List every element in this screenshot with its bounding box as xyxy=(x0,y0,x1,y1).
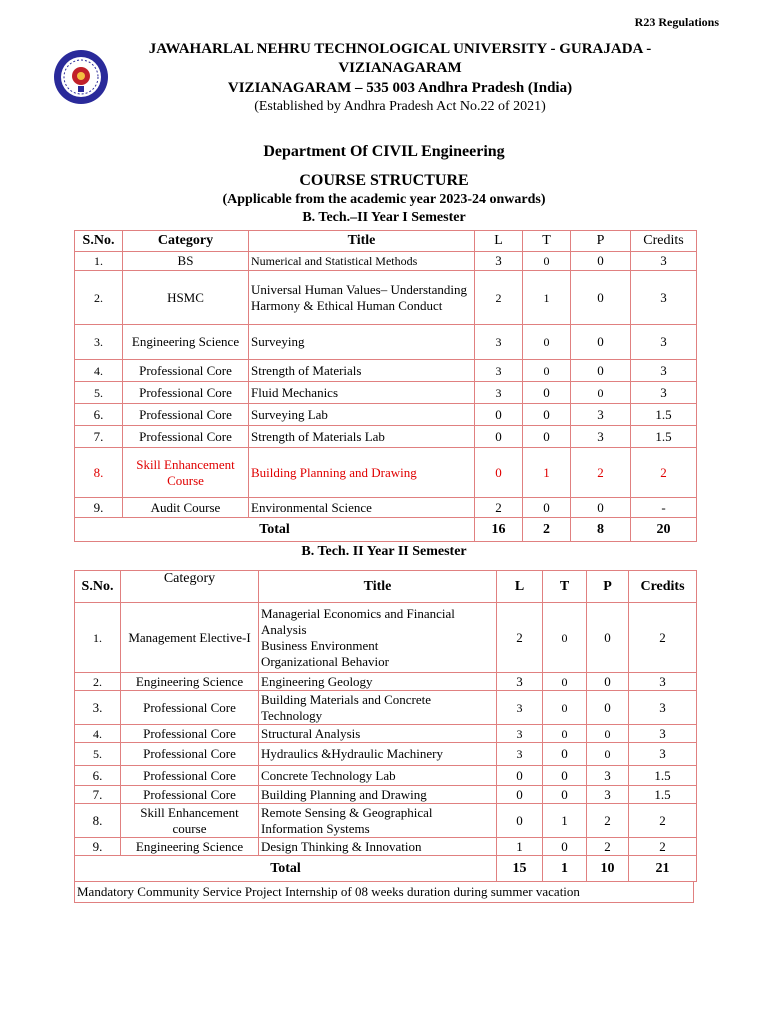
cell-t: 0 xyxy=(523,382,571,404)
semester2-heading: B. Tech. II Year II Semester xyxy=(301,544,467,559)
table-row xyxy=(75,404,697,426)
table-row xyxy=(75,786,697,804)
university-logo xyxy=(52,48,110,106)
col-t: T xyxy=(523,231,571,252)
col-sno: S.No. xyxy=(75,231,123,252)
cell-p: 0 xyxy=(587,725,629,743)
cell-credits: 3 xyxy=(629,725,697,743)
cell-l: 3 xyxy=(475,382,523,404)
table-row xyxy=(75,766,697,786)
cell-credits: 2 xyxy=(629,838,697,856)
total-label: Total xyxy=(75,518,475,542)
col-category: Category xyxy=(123,231,249,252)
cell-title: Remote Sensing & Geographical Information Systems xyxy=(259,804,497,838)
cell-t: 0 xyxy=(523,325,571,360)
cell-sno: 6. xyxy=(75,404,123,426)
cell-sno: 9. xyxy=(75,498,123,518)
cell-credits: 1.5 xyxy=(629,766,697,786)
cell-credits: 1.5 xyxy=(629,786,697,804)
cell-category: Skill Enhancement course xyxy=(121,804,259,838)
total-l: 15 xyxy=(497,856,543,882)
table-row xyxy=(75,382,697,404)
cell-title: Surveying xyxy=(249,325,475,360)
course-structure-title: COURSE STRUCTURE xyxy=(299,172,469,189)
cell-t: 0 xyxy=(543,725,587,743)
cell-title: Building Planning and Drawing xyxy=(249,448,475,498)
total-p: 8 xyxy=(571,518,631,542)
title-line: Organizational Behavior xyxy=(261,653,389,669)
cell-title: Surveying Lab xyxy=(249,404,475,426)
cell-l: 3 xyxy=(497,691,543,725)
cell-category: Engineering Science xyxy=(123,325,249,360)
cell-p: 0 xyxy=(571,382,631,404)
cell-sno: 7. xyxy=(75,426,123,448)
cell-p: 0 xyxy=(587,743,629,766)
cell-category: Management Elective-I xyxy=(121,603,259,673)
cell-t: 0 xyxy=(523,426,571,448)
table-row xyxy=(75,498,697,518)
department-title: Department Of CIVIL Engineering xyxy=(263,143,505,160)
cell-sno: 8. xyxy=(75,804,121,838)
cell-l: 3 xyxy=(497,673,543,691)
cell-category: Professional Core xyxy=(123,360,249,382)
total-row xyxy=(75,518,697,542)
cell-title: Design Thinking & Innovation xyxy=(259,838,497,856)
total-credits: 21 xyxy=(629,856,697,882)
table-row xyxy=(75,691,697,725)
cell-sno: 7. xyxy=(75,786,121,804)
cell-t: 0 xyxy=(543,838,587,856)
cell-title: Numerical and Statistical Methods xyxy=(249,252,475,271)
cell-category: BS xyxy=(123,252,249,271)
cell-t: 0 xyxy=(543,766,587,786)
semester1-table xyxy=(74,230,697,542)
table-row-highlighted xyxy=(75,448,697,498)
cell-p: 0 xyxy=(571,325,631,360)
col-credits: Credits xyxy=(631,231,697,252)
cell-credits: 3 xyxy=(631,271,697,325)
cell-sno: 4. xyxy=(75,360,123,382)
cell-credits: 3 xyxy=(631,325,697,360)
cell-l: 0 xyxy=(497,786,543,804)
cell-category: Professional Core xyxy=(123,382,249,404)
total-l: 16 xyxy=(475,518,523,542)
cell-sno: 4. xyxy=(75,725,121,743)
cell-t: 0 xyxy=(523,360,571,382)
cell-title: Environmental Science xyxy=(249,498,475,518)
cell-p: 0 xyxy=(571,360,631,382)
cell-t: 0 xyxy=(543,743,587,766)
table-row xyxy=(75,360,697,382)
col-sno: S.No. xyxy=(75,571,121,603)
cell-l: 0 xyxy=(475,426,523,448)
cell-l: 1 xyxy=(497,838,543,856)
table-row xyxy=(75,725,697,743)
title-line: Business Environment xyxy=(261,637,379,653)
cell-p: 2 xyxy=(587,838,629,856)
cell-p: 0 xyxy=(571,271,631,325)
col-l: L xyxy=(497,571,543,603)
cell-title: Structural Analysis xyxy=(259,725,497,743)
cell-category: Professional Core xyxy=(121,766,259,786)
col-title: Title xyxy=(259,571,497,603)
total-label: Total xyxy=(75,856,497,882)
cell-t: 1 xyxy=(523,271,571,325)
cell-sno: 9. xyxy=(75,838,121,856)
cell-category: Professional Core xyxy=(121,725,259,743)
cell-p: 0 xyxy=(571,498,631,518)
cell-l: 2 xyxy=(497,603,543,673)
semester1-heading: B. Tech.–II Year I Semester xyxy=(302,210,466,225)
cell-t: 0 xyxy=(523,404,571,426)
cell-sno: 2. xyxy=(75,673,121,691)
cell-p: 0 xyxy=(587,691,629,725)
table-row xyxy=(75,271,697,325)
cell-title: Concrete Technology Lab xyxy=(259,766,497,786)
cell-p: 0 xyxy=(571,252,631,271)
cell-sno: 6. xyxy=(75,766,121,786)
cell-category: Engineering Science xyxy=(121,673,259,691)
cell-category: Professional Core xyxy=(121,691,259,725)
cell-p: 3 xyxy=(587,766,629,786)
semester1-header-row xyxy=(75,231,697,252)
cell-p: 3 xyxy=(587,786,629,804)
cell-t: 1 xyxy=(543,804,587,838)
applicable-note: (Applicable from the academic year 2023-24 onwards) xyxy=(222,192,546,207)
table-row xyxy=(75,603,697,673)
cell-t: 0 xyxy=(543,786,587,804)
cell-title: Universal Human Values– Understanding Harmony & Ethical Human Conduct xyxy=(249,271,475,325)
cell-credits: 2 xyxy=(629,804,697,838)
cell-category: Professional Core xyxy=(123,404,249,426)
cell-l: 2 xyxy=(475,498,523,518)
cell-title: Engineering Geology xyxy=(259,673,497,691)
table-row xyxy=(75,252,697,271)
cell-l: 3 xyxy=(497,725,543,743)
col-category: Category xyxy=(121,571,259,603)
col-p: P xyxy=(571,231,631,252)
table-row xyxy=(75,743,697,766)
university-address: VIZIANAGARAM – 535 003 Andhra Pradesh (India) xyxy=(227,80,573,96)
cell-credits: 3 xyxy=(629,743,697,766)
cell-l: 0 xyxy=(497,804,543,838)
cell-p: 3 xyxy=(571,426,631,448)
cell-l: 0 xyxy=(475,448,523,498)
internship-note: Mandatory Community Service Project Internship of 08 weeks duration during summer vacation xyxy=(74,881,694,903)
cell-credits: 3 xyxy=(631,382,697,404)
cell-p: 0 xyxy=(587,603,629,673)
cell-credits: 3 xyxy=(631,360,697,382)
cell-t: 0 xyxy=(543,603,587,673)
col-credits: Credits xyxy=(629,571,697,603)
cell-title: Strength of Materials Lab xyxy=(249,426,475,448)
cell-category: Professional Core xyxy=(123,426,249,448)
university-established: (Established by Andhra Pradesh Act No.22 of 2021) xyxy=(254,99,546,114)
cell-l: 0 xyxy=(475,404,523,426)
col-t: T xyxy=(543,571,587,603)
table-row xyxy=(75,325,697,360)
cell-title xyxy=(259,603,497,673)
cell-credits: - xyxy=(631,498,697,518)
cell-l: 2 xyxy=(475,271,523,325)
cell-credits: 1.5 xyxy=(631,404,697,426)
cell-credits: 2 xyxy=(629,603,697,673)
table-row xyxy=(75,838,697,856)
cell-sno: 5. xyxy=(75,382,123,404)
total-t: 1 xyxy=(543,856,587,882)
cell-t: 0 xyxy=(523,252,571,271)
cell-category: Skill Enhancement Course xyxy=(123,448,249,498)
semester2-table xyxy=(74,570,697,882)
cell-p: 2 xyxy=(571,448,631,498)
cell-t: 0 xyxy=(523,498,571,518)
cell-p: 0 xyxy=(587,673,629,691)
total-t: 2 xyxy=(523,518,571,542)
cell-t: 0 xyxy=(543,673,587,691)
title-line: Managerial Economics and Financial Analysis xyxy=(261,605,455,637)
cell-t: 1 xyxy=(523,448,571,498)
cell-sno: 8. xyxy=(75,448,123,498)
cell-title: Hydraulics &Hydraulic Machinery xyxy=(259,743,497,766)
cell-sno: 2. xyxy=(75,271,123,325)
cell-l: 3 xyxy=(475,360,523,382)
semester2-header-row xyxy=(75,571,697,603)
total-row xyxy=(75,856,697,882)
cell-l: 3 xyxy=(497,743,543,766)
university-name: JAWAHARLAL NEHRU TECHNOLOGICAL UNIVERSITY - GURAJADA - VIZIANAGARAM xyxy=(148,41,652,76)
regulation-label: R23 Regulations xyxy=(634,15,719,29)
col-p: P xyxy=(587,571,629,603)
table-row xyxy=(75,426,697,448)
cell-title: Fluid Mechanics xyxy=(249,382,475,404)
cell-title: Strength of Materials xyxy=(249,360,475,382)
table-row xyxy=(75,673,697,691)
cell-credits: 3 xyxy=(629,673,697,691)
cell-credits: 2 xyxy=(631,448,697,498)
cell-sno: 3. xyxy=(75,691,121,725)
cell-sno: 5. xyxy=(75,743,121,766)
cell-category: HSMC xyxy=(123,271,249,325)
cell-sno: 1. xyxy=(75,603,121,673)
total-credits: 20 xyxy=(631,518,697,542)
table-row xyxy=(75,804,697,838)
cell-sno: 1. xyxy=(75,252,123,271)
col-title: Title xyxy=(249,231,475,252)
cell-category: Engineering Science xyxy=(121,838,259,856)
cell-credits: 1.5 xyxy=(631,426,697,448)
cell-p: 2 xyxy=(587,804,629,838)
cell-l: 0 xyxy=(497,766,543,786)
total-p: 10 xyxy=(587,856,629,882)
cell-sno: 3. xyxy=(75,325,123,360)
cell-category: Professional Core xyxy=(121,786,259,804)
cell-credits: 3 xyxy=(629,691,697,725)
cell-category: Professional Core xyxy=(121,743,259,766)
cell-p: 3 xyxy=(571,404,631,426)
cell-l: 3 xyxy=(475,325,523,360)
col-l: L xyxy=(475,231,523,252)
cell-l: 3 xyxy=(475,252,523,271)
cell-t: 0 xyxy=(543,691,587,725)
cell-credits: 3 xyxy=(631,252,697,271)
cell-title: Building Planning and Drawing xyxy=(259,786,497,804)
cell-title: Building Materials and Concrete Technology xyxy=(259,691,497,725)
cell-category: Audit Course xyxy=(123,498,249,518)
